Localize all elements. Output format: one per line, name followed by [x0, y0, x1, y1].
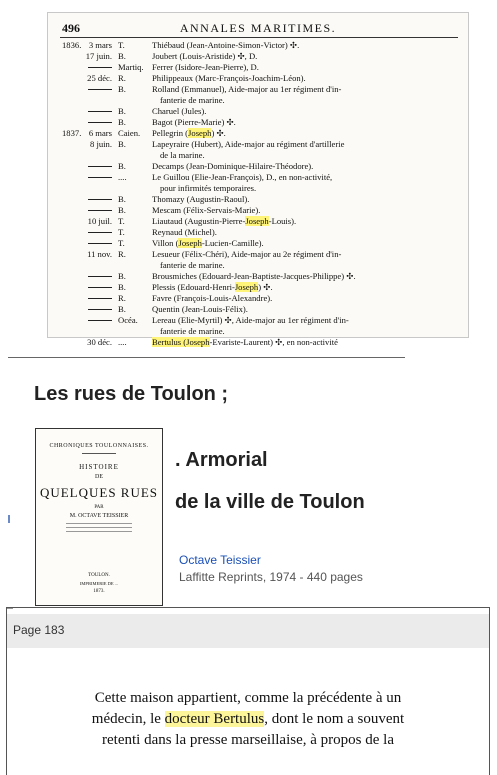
register-row [48, 249, 468, 260]
entry-text: Lapeyraire (Hubert), Aide-major au régiment d'artillerie [152, 139, 345, 149]
ditto-dash [88, 67, 112, 68]
register-entry [152, 337, 338, 348]
register-row [48, 62, 468, 73]
register-code: R. [118, 293, 126, 303]
entry-text: -Louis). [268, 216, 297, 226]
ditto-dash [88, 309, 112, 310]
register-date: 30 déc. [87, 337, 112, 347]
cover-fine-print-line [66, 523, 132, 524]
register-entry [152, 106, 206, 117]
ditto-dash [88, 166, 112, 167]
entry-text: -Evariste-Laurent) ✣, en non-activité [209, 337, 338, 347]
register-year: 1837. [62, 128, 82, 138]
register-entry [160, 326, 225, 337]
register-date: 6 mars [88, 128, 112, 138]
entry-text: Villon ( [152, 238, 179, 248]
ditto-dash [88, 177, 112, 178]
register-code: B. [118, 106, 126, 116]
register-entry [152, 161, 313, 172]
book-subtitle-line-1[interactable]: . Armorial [175, 449, 268, 471]
entry-text: Brousmiches (Edouard-Jean-Baptiste-Jacques-Philippe) ✣. [152, 271, 356, 281]
register-code: B. [118, 282, 126, 292]
register-year: 1836. [62, 40, 82, 50]
register-code: B. [118, 205, 126, 215]
register-date: 3 mars [88, 40, 112, 50]
register-entry [152, 73, 306, 84]
register-code: T. [118, 238, 125, 248]
entry-text: Philippeaux (Marc-François-Joachim-Léon). [152, 73, 306, 83]
entry-text: Reynaud (Michel). [152, 227, 217, 237]
entry-text: ) ✣. [211, 128, 226, 138]
register-row [48, 117, 468, 128]
register-code: B. [118, 271, 126, 281]
snippet-line-2 [7, 711, 489, 728]
register-entry [152, 216, 296, 227]
entry-text: Bagot (Pierre-Marie) ✣. [152, 117, 236, 127]
register-code: R. [118, 249, 126, 259]
register-code: B. [118, 51, 126, 61]
register-row [48, 73, 468, 84]
ditto-dash [88, 199, 112, 200]
page-number: 496 [62, 21, 80, 35]
snippet-line-2-end: , dont le nom a souvent [264, 711, 405, 727]
publisher-info: Laffitte Reprints, 1974 - 440 pages [179, 570, 363, 584]
register-code: Océa. [118, 315, 138, 325]
register-entry [160, 150, 205, 161]
register-entry [152, 62, 259, 73]
edge-mark [8, 515, 10, 523]
register-date: 8 juin. [90, 139, 112, 149]
register-entry [160, 260, 225, 271]
register-page-scan [47, 12, 469, 347]
register-date: 10 juil. [87, 216, 112, 226]
register-code: B. [118, 139, 126, 149]
divider [8, 357, 405, 358]
corner-tick [7, 608, 13, 609]
register-row [48, 271, 468, 282]
author-link[interactable]: Octave Teissier [179, 553, 261, 567]
register-entry [152, 205, 260, 216]
entry-text: Decamps (Jean-Dominique-Hilaire-Théodore). [152, 161, 314, 171]
entry-text: Thiébaud (Jean-Antoine-Simon-Victor) ✣. [152, 40, 300, 50]
entry-text: Charuel (Jules). [152, 106, 207, 116]
ditto-dash [88, 89, 112, 90]
register-entry [152, 139, 344, 150]
book-result [8, 357, 405, 607]
cover-fine-print-line [66, 531, 132, 532]
entry-text: Pellegrin ( [152, 128, 189, 138]
register-code: Martiq. [118, 62, 144, 72]
register-row [48, 128, 468, 139]
register-row [48, 84, 468, 95]
snippet-line-1: Cette maison appartient, comme la précédente à un [94, 690, 402, 706]
register-entry [152, 227, 217, 238]
entry-text: fanterie de marine. [160, 326, 225, 336]
register-code: Caien. [118, 128, 141, 138]
register-row [48, 95, 468, 106]
running-title: ANNALES MARITIMES. [179, 21, 337, 35]
register-row [48, 326, 468, 337]
register-row [48, 293, 468, 304]
entry-text: de la marine. [160, 150, 205, 160]
register-code: B. [118, 117, 126, 127]
book-cover-thumbnail[interactable] [35, 428, 163, 606]
register-entry [152, 249, 341, 260]
ditto-dash [88, 243, 112, 244]
entry-text: -Lucien-Camille). [201, 238, 264, 248]
register-entry [152, 304, 248, 315]
register-row [48, 194, 468, 205]
register-row [48, 260, 468, 271]
register-entry [152, 172, 332, 183]
entry-text: Ferrer (Isidore-Jean-Pierre), D. [152, 62, 259, 72]
register-entry [160, 95, 225, 106]
register-entry [152, 128, 226, 139]
cover-author: M. OCTAVE TEISSIER [69, 513, 129, 519]
register-date: 17 juin. [85, 51, 112, 61]
register-code: T. [118, 227, 125, 237]
entry-text: Lereau (Elie-Myrtil) ✣, Aide-major au 1er régiment d'in- [152, 315, 349, 325]
register-row [48, 304, 468, 315]
register-entry [152, 194, 249, 205]
entry-text: Rolland (Emmanuel), Aide-major au 1er régiment d'in- [152, 84, 342, 94]
search-highlight: docteur Bertulus [164, 711, 265, 727]
ditto-dash [88, 122, 112, 123]
cover-place: TOULON. [88, 573, 110, 578]
cover-title-line-3: QUELQUES RUES [39, 485, 159, 500]
register-code: T. [118, 216, 125, 226]
cover-fine-print-line [66, 527, 132, 528]
register-entry [152, 282, 273, 293]
snippet-line-3: retenti dans la presse marseillaise, à propos de la [102, 732, 394, 748]
register-row [48, 51, 468, 62]
register-entry [152, 51, 257, 62]
register-code: .... [118, 337, 127, 347]
book-subtitle-line-2[interactable]: de la ville de Toulon [175, 491, 365, 513]
ditto-dash [88, 111, 112, 112]
entry-text: Liautaud (Augustin-Pierre- [152, 216, 246, 226]
ditto-dash [88, 320, 112, 321]
register-row [48, 161, 468, 172]
entry-text: fanterie de marine. [160, 95, 225, 105]
register-row [48, 150, 468, 161]
entry-text: Plessis (Edouard-Henri- [152, 282, 235, 292]
register-code: .... [118, 172, 127, 182]
snippet-page-label: Page 183 [13, 623, 65, 637]
search-highlight: Joseph [178, 238, 202, 248]
entry-text: Le Guillou (Elie-Jean-François), D., en non-activité, [152, 172, 333, 182]
snippet-line-2-start: médecin, le [91, 711, 165, 727]
register-entry [152, 271, 356, 282]
cover-printer: IMPRIMERIE DE ... [79, 581, 119, 586]
register-entry [152, 117, 236, 128]
search-highlight: Joseph [188, 128, 212, 138]
ditto-dash [88, 298, 112, 299]
register-row [48, 238, 468, 249]
entry-text: Favre (François-Louis-Alexandre). [152, 293, 273, 303]
register-row [48, 337, 468, 348]
register-date: 25 déc. [87, 73, 112, 83]
register-entry [152, 315, 349, 326]
cover-year: 1873. [93, 589, 105, 594]
register-row [48, 139, 468, 150]
register-header [48, 19, 468, 37]
cover-rule [82, 453, 116, 454]
register-row [48, 216, 468, 227]
register-row [48, 205, 468, 216]
register-code: B. [118, 194, 126, 204]
register-code: B. [118, 304, 126, 314]
ditto-dash [88, 276, 112, 277]
register-entry [152, 84, 341, 95]
entry-text: fanterie de marine. [160, 260, 225, 270]
register-row [48, 227, 468, 238]
entry-text: Joubert (Louis-Aristide) ✣, D. [152, 51, 258, 61]
entry-text: Mescam (Félix-Servais-Marie). [152, 205, 261, 215]
cover-series: CHRONIQUES TOULONNAISES. [49, 443, 149, 449]
register-code: B. [118, 84, 126, 94]
cover-title-line-2: DE [95, 474, 103, 480]
entry-text: Thomazy (Augustin-Raoul). [152, 194, 250, 204]
register-entry [152, 238, 264, 249]
entry-text: ) ✣. [258, 282, 273, 292]
register-entry [152, 40, 299, 51]
register-code: B. [118, 161, 126, 171]
register-row [48, 172, 468, 183]
search-highlight: Joseph [234, 282, 259, 292]
snippet-page-bar [7, 614, 489, 648]
entry-text: Lesueur (Félix-Chéri), Aide-major au 2e régiment d'in- [152, 249, 342, 259]
register-date: 11 nov. [87, 249, 112, 259]
cover-by: PAR [94, 505, 104, 510]
entry-text: Quentin (Jean-Louis-Félix). [152, 304, 248, 314]
register-row [48, 106, 468, 117]
ditto-dash [88, 210, 112, 211]
page-snippet [6, 607, 490, 775]
register-row [48, 183, 468, 194]
register-entry [160, 183, 256, 194]
search-highlight: Joseph [245, 216, 269, 226]
register-rows [48, 40, 468, 348]
register-row [48, 282, 468, 293]
header-rule [60, 37, 458, 38]
register-row [48, 40, 468, 51]
register-code: R. [118, 73, 126, 83]
ditto-dash [88, 287, 112, 288]
register-entry [152, 293, 272, 304]
book-title[interactable]: Les rues de Toulon ; [34, 383, 229, 405]
entry-text: pour infirmités temporaires. [160, 183, 257, 193]
search-highlight: Bertulus (Joseph [152, 337, 210, 347]
cover-title-line-1: HISTOIRE [79, 463, 119, 471]
ditto-dash [88, 232, 112, 233]
register-row [48, 315, 468, 326]
register-code: T. [118, 40, 125, 50]
